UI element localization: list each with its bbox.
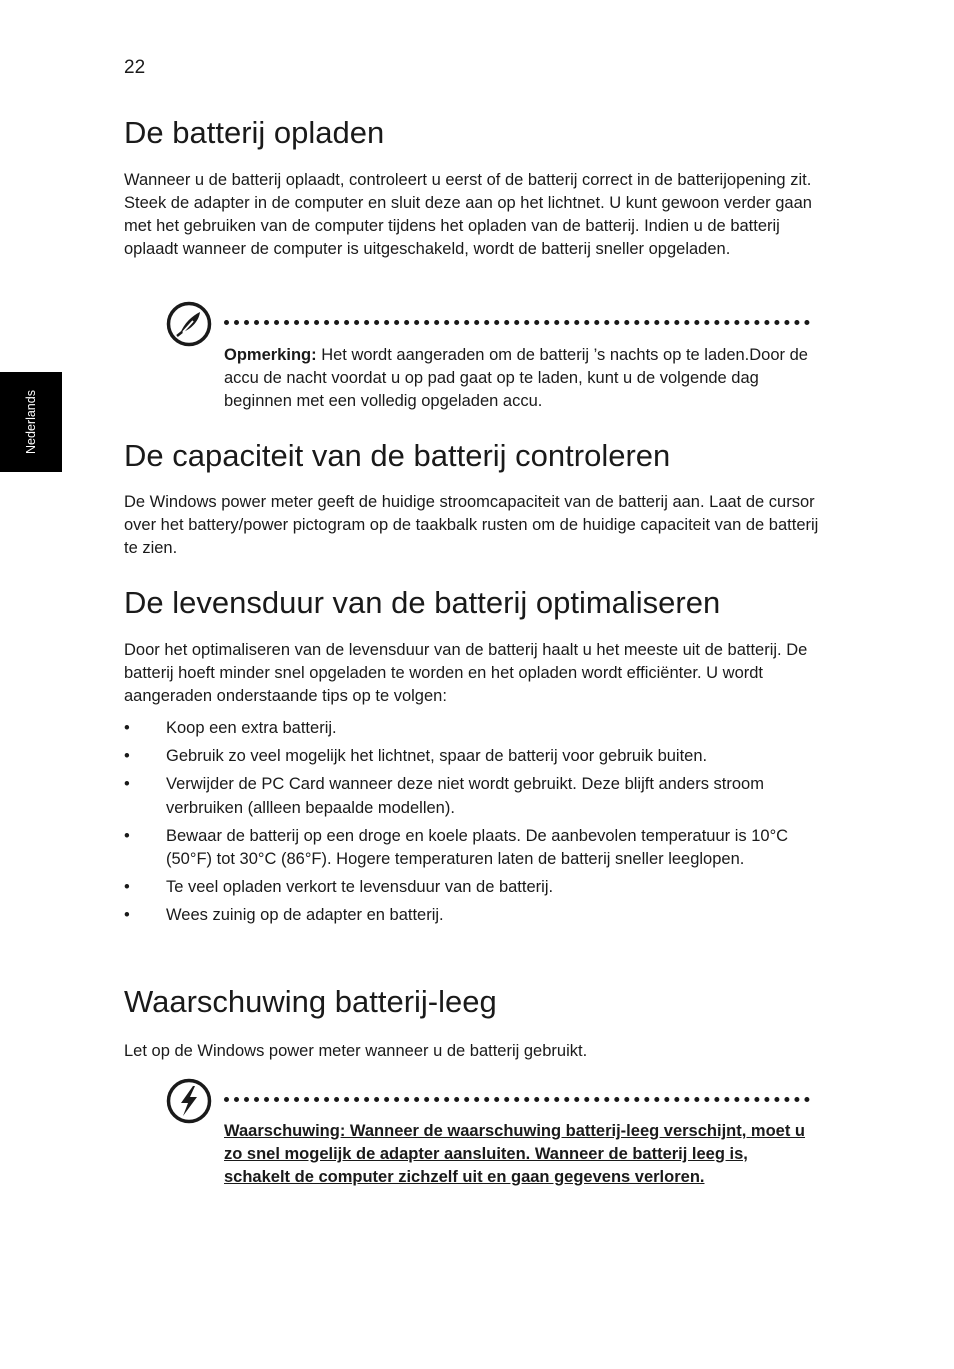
heading-battery-capacity: De capaciteit van de batterij controleren xyxy=(124,438,671,473)
warning-divider xyxy=(224,1097,810,1102)
warning-lightning-icon xyxy=(166,1078,212,1124)
battery-tips-list xyxy=(124,717,824,933)
list-item xyxy=(124,745,824,769)
paragraph-battery-lifespan: Door het optimaliseren van de levensduur van de batterij haalt u het meeste uit de batterij. De batterij hoeft minder snel opgeladen te worden en het opladen wordt efficiënter. U wordt aangeraden onderstaande tips op te volgen: xyxy=(124,641,808,705)
list-item-text: Te veel opladen verkort te levensduur van de batterij. xyxy=(166,878,554,897)
heading-low-battery-warning: Waarschuwing batterij-leeg xyxy=(124,984,497,1019)
list-item xyxy=(124,825,824,872)
bullet-mark: • xyxy=(124,719,130,737)
paragraph-battery-capacity: De Windows power meter geeft de huidige stroomcapaciteit van de batterij aan. Laat de cursor over het battery/power pictogram op de taakbalk rusten om de huidige capaciteit van de batterij te zien. xyxy=(124,493,819,557)
paragraph-low-battery-warning: Let op de Windows power meter wanneer u de batterij gebruikt. xyxy=(124,1042,588,1060)
warning-text: Waarschuwing: Wanneer de waarschuwing batterij-leeg verschijnt, moet u zo snel mogelijk de adapter aansluiten. Wanneer de batterij leeg is, schakelt de computer zichzelf uit en gaan gegevens verloren. xyxy=(224,1122,805,1186)
note-divider xyxy=(224,320,810,325)
list-item-text: Gebruik zo veel mogelijk het lichtnet, spaar de batterij voor gebruik buiten. xyxy=(166,747,708,766)
page-number: 22 xyxy=(124,57,146,78)
note-pen-icon xyxy=(166,301,212,347)
list-item-text: Koop een extra batterij. xyxy=(166,719,337,737)
bullet-mark: • xyxy=(124,878,130,897)
heading-battery-lifespan: De levensduur van de batterij optimaliseren xyxy=(124,585,721,620)
list-item-text: Bewaar de batterij op een droge en koele plaats. De aanbevolen temperatuur is 10°C (50°F) tot 30°C (86°F). Hogere temperaturen laten de batterij sneller leeglopen. xyxy=(166,826,789,869)
note-text xyxy=(224,344,814,413)
bullet-mark: • xyxy=(124,826,130,845)
bullet-mark: • xyxy=(124,747,130,766)
list-item xyxy=(124,717,824,741)
list-item xyxy=(124,904,824,928)
bullet-mark: • xyxy=(124,775,130,794)
list-item-text: Wees zuinig op de adapter en batterij. xyxy=(166,906,444,925)
side-tab-label: Nederlands xyxy=(24,390,38,454)
list-item xyxy=(124,876,824,900)
language-side-tab xyxy=(0,372,62,472)
bullet-mark: • xyxy=(124,906,130,925)
heading-battery-charging: De batterij opladen xyxy=(124,115,385,150)
list-item-text: Verwijder de PC Card wanneer deze niet wordt gebruikt. Deze blijft anders stroom verbruiken (allleen bepaalde modellen). xyxy=(166,775,764,817)
note-label: Opmerking: xyxy=(224,346,317,364)
paragraph-battery-charging: Wanneer u de batterij oplaadt, controleert u eerst of de batterij correct in de batterijopening zit. Steek de adapter in de computer en sluit deze aan op het lichtnet. U kunt gewoon verder gaan met het gebruiken van de computer tijdens het opladen van de batterij. Indien u de batterij oplaadt wanneer de computer is uitgeschakeld, wordt de batterij sneller opgeladen. xyxy=(124,171,812,258)
list-item xyxy=(124,773,824,820)
note-body: Het wordt aangeraden om de batterij ’s nachts op te laden.Door de accu de nacht voordat u op pad gaat op te laden, kunt u de volgende dag beginnen met een volledig opgeladen accu. xyxy=(224,346,808,410)
